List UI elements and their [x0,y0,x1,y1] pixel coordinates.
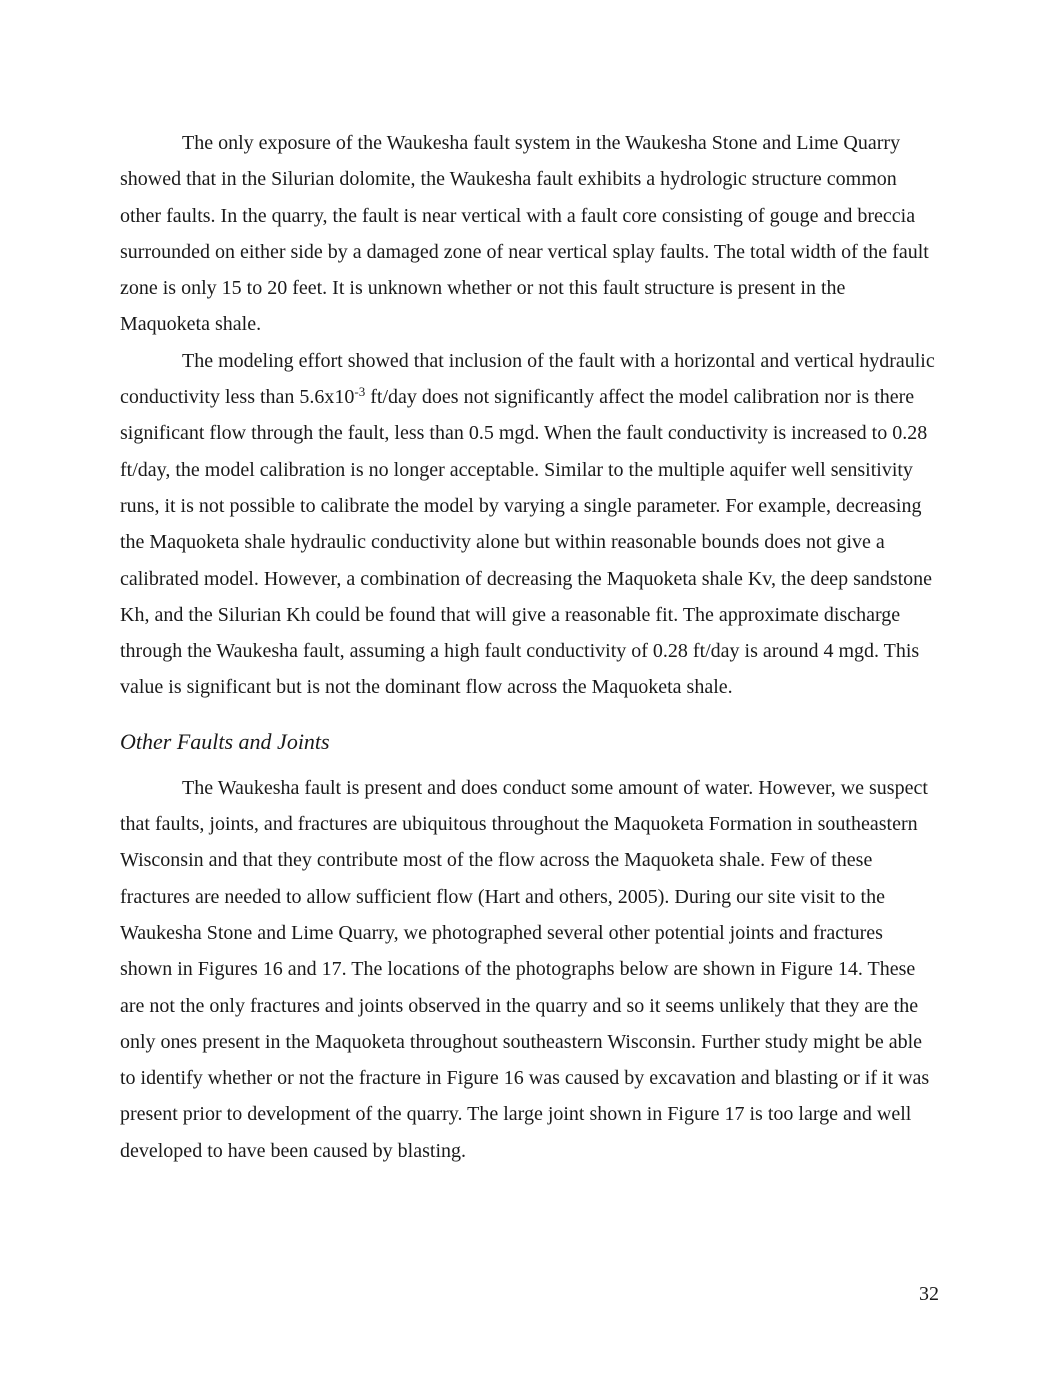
paragraph-fault-exposure: The only exposure of the Waukesha fault system in the Waukesha Stone and Lime Quarry showed that in the Silurian dolomite, the Waukesha fault exhibits a hydrologic structure common other faults. In the quarry, the fault is near vertical with a fault core consisting of gouge and breccia surrounded on either side by a damaged zone of near vertical splay faults. The total width of the fault zone is only 15 to 20 feet. It is unknown whether or not this fault structure is present in the Maquoketa shale. [120,132,929,336]
document-body [120,125,940,1169]
paragraph-modeling-effort-rest: ft/day does not significantly affect the model calibration nor is there significant flow through the fault, less than 0.5 mgd. When the fault conductivity is increased to 0.28 ft/day, the model calibration is no longer acceptable. Similar to the multiple aquifer well sensitivity runs, it is not possible to calibrate the model by varying a single parameter. For example, decreasing the Maquoketa shale hydraulic conductivity alone but within reasonable bounds does not give a calibrated model. However, a combination of decreasing the Maquoketa shale Kv, the deep sandstone Kh, and the Silurian Kh could be found that will give a reasonable fit. The approximate discharge through the Waukesha fault, assuming a high fault conductivity of 0.28 ft/day is around 4 mgd. This value is significant but is not the dominant flow across the Maquoketa shale. [120,386,933,699]
exponent-superscript: -3 [354,384,366,400]
paragraph-modeling-effort-start: The modeling effort showed that inclusion of the fault with a horizontal and vertical hydraulic conductivity less than 5.6x10 [120,349,935,409]
page-number: 32 [919,1283,939,1305]
paragraph-modeling-effort [120,343,940,706]
paragraph-other-faults: The Waukesha fault is present and does conduct some amount of water. However, we suspect that faults, joints, and fractures are ubiquitous throughout the Maquoketa Formation in southeastern Wisconsin and that they contribute most of the flow across the Maquoketa shale. Few of these fractures are needed to allow sufficient flow (Hart and others, 2005). During our site visit to the Waukesha Stone and Lime Quarry, we photographed several other potential joints and fractures shown in Figures 16 and 17. The locations of the photographs below are shown in Figure 14. These are not the only fractures and joints observed in the quarry and so it seems unlikely that they are the only ones present in the Maquoketa throughout southeastern Wisconsin. Further study might be able to identify whether or not the fracture in Figure 16 was caused by excavation and blasting or if it was present prior to development of the quarry. The large joint shown in Figure 17 is too large and well developed to have been caused by blasting. [120,776,930,1162]
section-heading: Other Faults and Joints [120,728,330,754]
